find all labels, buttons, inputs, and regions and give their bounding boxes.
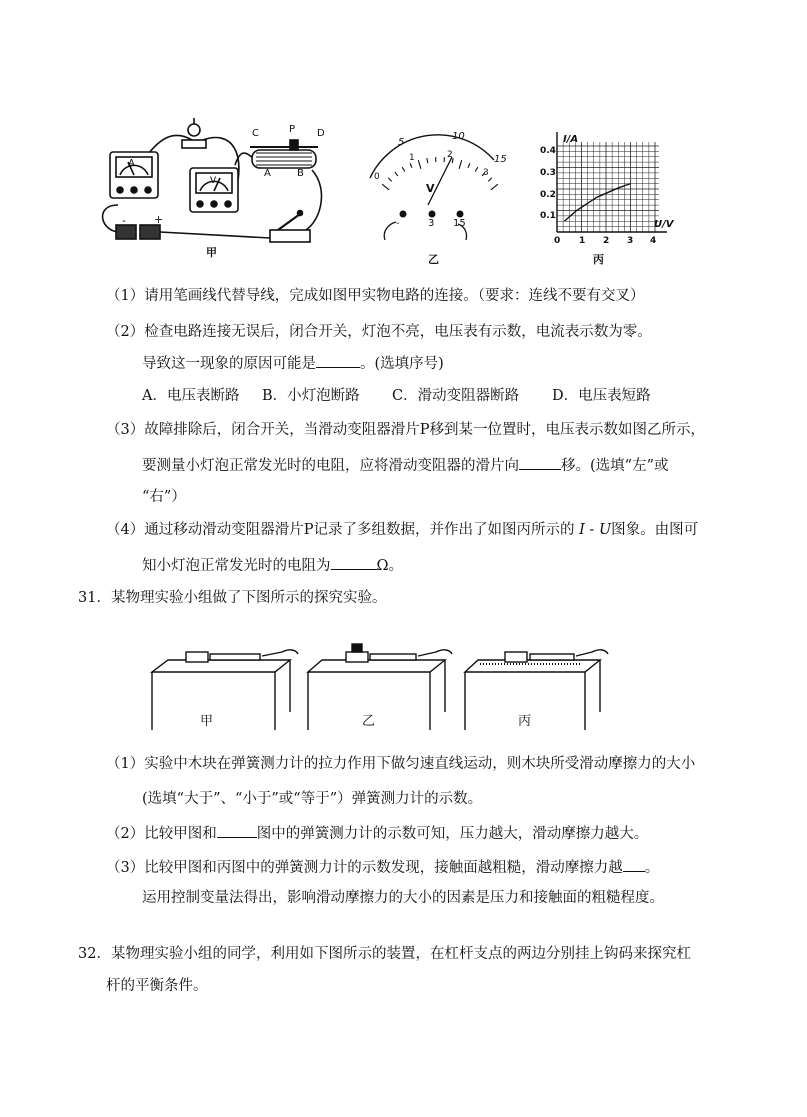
graph-ytick-0.1: 0.1	[540, 211, 556, 221]
friction-caption-bing: 丙	[518, 714, 532, 729]
rheostat-label-d: D	[317, 128, 325, 139]
q31-stem: 31．某物理实验小组做了下图所示的探究实验。	[78, 590, 387, 606]
q30-part3: （3）故障排除后，闭合开关，当滑动变阻器滑片P移到某一位置时，电压表示数如图乙所示，	[106, 422, 705, 438]
q31-part3	[106, 856, 659, 878]
graph-xlabel: U/V	[654, 219, 674, 230]
q32-line2: 杆的平衡条件。	[106, 978, 208, 994]
dial-upper-5: 5	[398, 137, 405, 148]
ammeter-symbol: A	[128, 158, 135, 169]
graph-ytick-0.3: 0.3	[540, 168, 556, 178]
graph-xtick-1: 1	[579, 236, 586, 246]
graph-xtick-4: 4	[650, 236, 657, 246]
voltmeter-symbol: V	[210, 176, 217, 186]
q30-part2: （2）检查电路连接无误后，闭合开关，灯泡不亮，电压表有示数，电流表示数为零。	[106, 324, 652, 340]
q31-part1: （1）实验中木块在弹簧测力计的拉力作用下做匀速直线运动，则木块所受滑动摩擦力的大小	[106, 756, 696, 772]
dial-upper-15: 15	[494, 154, 507, 165]
q30-part4-italic: I - U	[574, 522, 612, 538]
q30-option-c: C．滑动变阻器断路	[392, 388, 520, 404]
battery-minus: -	[122, 214, 126, 227]
q30-part3-suffix: 移。(选填“左”或	[561, 458, 669, 474]
q30-part2-suffix: 。(选填序号)	[360, 356, 444, 372]
friction-caption-jia: 甲	[200, 714, 214, 729]
rheostat-label-c: C	[252, 128, 259, 139]
q31-part2-prefix: （2）比较甲图和	[106, 826, 217, 842]
meter-caption: 乙	[428, 253, 439, 266]
q30-part3-end: “右”）	[142, 489, 186, 505]
q30-part2-prefix: 导致这一现象的原因可能是	[142, 356, 316, 372]
q30-part4-suffix: 图象。由图可	[611, 522, 699, 538]
dial-terminal-15: 15	[453, 218, 466, 229]
graph-xtick-3: 3	[627, 236, 634, 246]
dial-lower-3: 3	[483, 168, 489, 178]
dial-lower-1: 1	[409, 153, 415, 163]
graph-ytick-0.2: 0.2	[540, 190, 556, 200]
q31-part3-prefix: （3）比较甲图和丙图中的弹簧测力计的示数发现，接触面越粗糙，滑动摩擦力越	[106, 860, 623, 876]
q31-part2	[106, 822, 648, 844]
q30-option-d: D．电压表短路	[552, 388, 651, 404]
q30-option-b: B．小灯泡断路	[262, 388, 360, 404]
graph-xtick-0: 0	[554, 236, 561, 246]
graph-ytick-0.4: 0.4	[540, 146, 556, 156]
q31-part3-conclusion: 运用控制变量法得出，影响滑动摩擦力的大小的因素是压力和接触面的粗糙程度。	[142, 890, 664, 906]
q30-part4b-suffix: Ω。	[376, 558, 404, 574]
q31-blank-2[interactable]	[217, 822, 257, 838]
graph-xtick-2: 2	[603, 236, 610, 246]
q31-part1-suffix: (选填“大于”、“小于”或“等于”）弹簧测力计的示数。	[142, 791, 483, 807]
dial-terminal-minus: -	[396, 218, 400, 229]
rheostat-label-b: B	[297, 168, 304, 179]
dial-lower-2: 2	[447, 150, 453, 160]
dial-lower-0: 0	[374, 172, 380, 182]
circuit-caption: 甲	[206, 246, 217, 259]
graph-caption: 丙	[593, 253, 604, 266]
q31-blank-3[interactable]	[623, 856, 645, 872]
q30-part3-prefix: 要测量小灯泡正常发光时的电阻，应将滑动变阻器的滑片向	[142, 458, 519, 474]
q30-option-a: A．电压表断路	[142, 388, 240, 404]
q30-part4-prefix: （4）通过移动滑动变阻器滑片P记录了多组数据，并作出了如图丙所示的	[106, 522, 575, 538]
rheostat-label-a: A	[264, 168, 271, 179]
battery-plus: +	[154, 213, 164, 226]
q32-line1: 32．某物理实验小组的同学，利用如下图所示的装置，在杠杆支点的两边分别挂上钩码来探究杠	[78, 946, 691, 962]
graph-ylabel: I/A	[563, 134, 579, 145]
q31-part1-fill	[142, 788, 482, 809]
dial-upper-10: 10	[452, 131, 465, 142]
dial-terminal-3: 3	[428, 218, 435, 229]
q31-part2-suffix: 图中的弹簧测力计的示数可知，压力越大，滑动摩擦力越大。	[256, 826, 649, 842]
q30-part1: （1）请用笔画线代替导线，完成如图甲实物电路的连接。（要求：连线不要有交叉）	[106, 288, 645, 304]
dial-unit: V	[426, 182, 435, 195]
friction-caption-yi: 乙	[362, 714, 376, 729]
q30-part4b-prefix: 知小灯泡正常发光时的电阻为	[142, 558, 331, 574]
q31-part3-suffix: 。	[644, 860, 660, 876]
rheostat-label-p: P	[289, 124, 296, 135]
